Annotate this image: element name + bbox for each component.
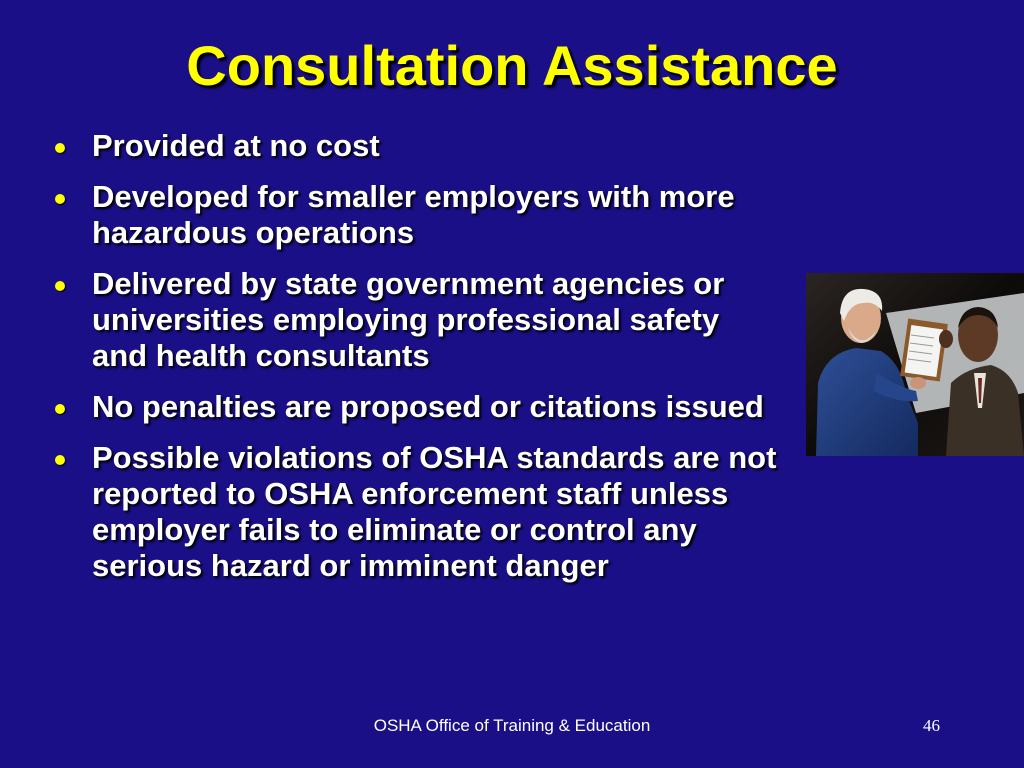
bullet-item [52, 179, 782, 251]
bullet-text: Developed for smaller employers with more hazardous operations [92, 179, 735, 250]
bullet-text: Possible violations of OSHA standards are not reported to OSHA enforcement staff unless employer fails to eliminate or control any serious hazard or imminent danger [92, 440, 777, 583]
bullet-dot-icon [55, 194, 65, 204]
bullet-dot-icon [55, 281, 65, 291]
slide-title: Consultation Assistance [186, 34, 838, 97]
bullet-item [52, 440, 782, 584]
bullet-item [52, 128, 782, 164]
footer-organization: OSHA Office of Training & Education [373, 716, 651, 735]
bullet-list [52, 128, 782, 599]
bullet-text: No penalties are proposed or citations issued [92, 389, 764, 424]
bullet-item [52, 266, 782, 374]
bullet-dot-icon [55, 143, 65, 153]
bullet-dot-icon [55, 455, 65, 465]
page-number: 46 [923, 716, 940, 735]
bullet-text: Delivered by state government agencies or universities employing professional safety and health consultants [92, 266, 725, 373]
consultation-photo [806, 273, 1024, 456]
bullet-item [52, 389, 782, 425]
bullet-dot-icon [55, 404, 65, 414]
bullet-text: Provided at no cost [92, 128, 380, 163]
